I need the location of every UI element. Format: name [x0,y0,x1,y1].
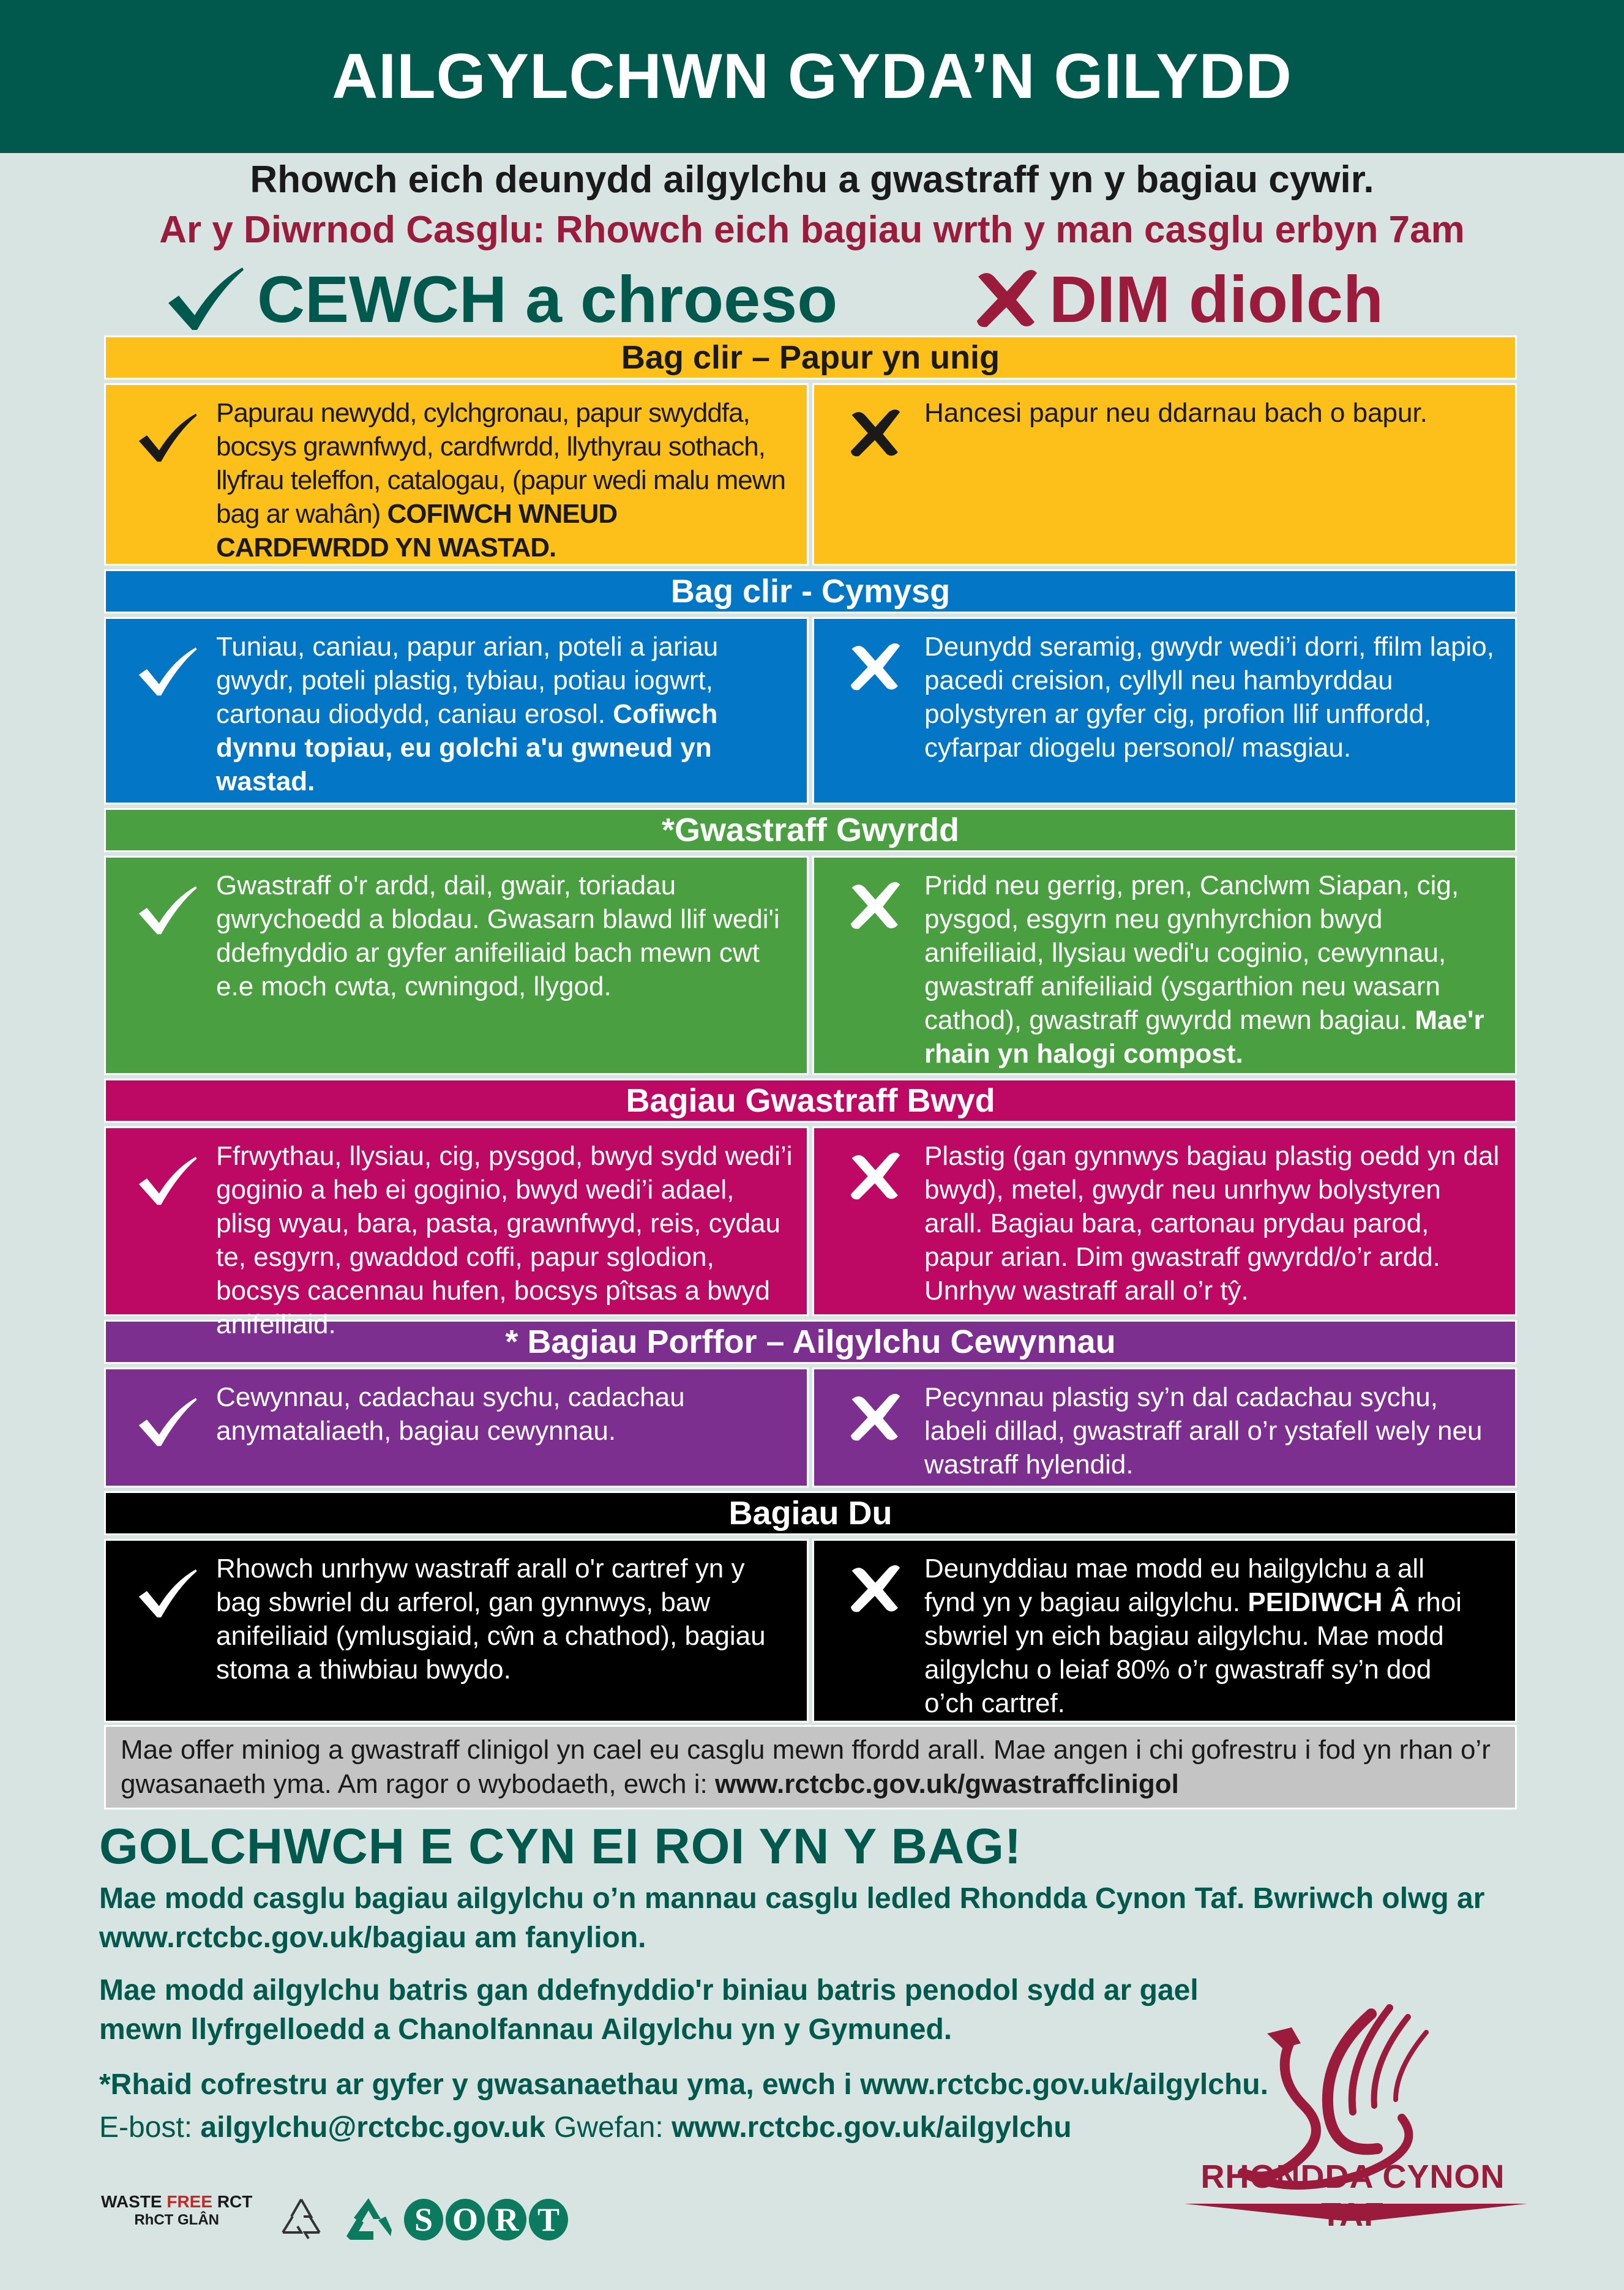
section-black-bags [104,1491,1517,1723]
section-green-waste [104,808,1517,1075]
no-cell [812,383,1517,566]
no-cell [812,1539,1517,1723]
no-text: Hancesi papur neu ddarnau bach o bapur. [924,398,1428,428]
yes-text: Cewynnau, cadachau sychu, cadachau anymataliaeth, bagiau cewynnau. [216,1382,685,1446]
recycle-filled-icon [343,2196,394,2245]
cross-icon [848,1150,903,1202]
web-link[interactable]: www.rctcbc.gov.uk/ailgylchu [672,2111,1072,2144]
email-link[interactable]: ailgylchu@rctcbc.gov.uk [200,2111,545,2144]
section-title: Bag clir - Cymysg [104,569,1517,613]
big-cross-icon [973,268,1041,329]
cross-icon [848,880,903,932]
yes-label: CEWCH a chroeso [257,261,838,336]
page-title: AILGYLCHWN GYDA’N GILYDD [332,40,1292,112]
intro-line-1: Rhowch eich deunydd ailgylchu a gwastraff yn y bagiau cywir. [250,159,1374,201]
clinical-waste-note: Mae offer miniog a gwastraff clinigol yn cael eu casglu mewn ffordd arall. Mae angen i chi gofrestru i fod yn rhan o’r gwasanaeth yma. Am ragor o wybodaeth, ewch i: www.rctcbc.gov.uk/gwastraffclinigol [104,1725,1517,1809]
check-icon [137,1563,198,1624]
paragraph-batteries: Mae modd ailgylchu batris gan ddefnyddio'r biniau batris penodol sydd ar gael mewn llyfrgelloedd a Chanolfannau Ailgylchu yn y Gymuned. [99,1974,1199,2046]
web-contact: Gwefan: www.rctcbc.gov.uk/ailgylchu [554,2111,1072,2144]
no-cell [812,617,1517,804]
no-cell [812,856,1517,1075]
section-title: * Bagiau Porffor – Ailgylchu Cewynnau [104,1320,1517,1364]
bags-link[interactable]: www.rctcbc.gov.uk/bagiau am fanylion. [99,1921,646,1954]
check-icon [137,407,198,468]
no-text: Deunydd seramig, gwydr wedi’i dorri, ffilm lapio, pacedi creision, cyllyll neu hambyrddau polystyren ar gyfer cig, profion llif unffordd, cyfarpar diogelu personol/ masgiau. [924,632,1494,763]
email-contact: E-bost: ailgylchu@rctcbc.gov.uk [99,2111,545,2144]
yes-column-title [165,256,837,342]
cross-icon [848,1563,903,1615]
wash-heading: GOLCHWCH E CYN EI ROI YN Y BAG! [99,1819,1022,1874]
no-text: Plastig (gan gynnwys bagiau plastig oedd yn dal bwyd), metel, gwydr neu unrhyw bolystyren arall. Bagiau bara, cartonau prydau parod, papur arian. Dim gwastraff gwyrdd/o’r ardd. Unrhyw wastraff arall o’r tŷ. [924,1141,1500,1306]
no-text: Pecynnau plastig sy’n dal cadachau sychu, labeli dillad, gwastraff arall o’r ystafell wely neu wastraff hylendid. [924,1382,1483,1480]
yes-text: Papurau newydd, cylchgronau, papur swyddfa, bocsys grawnfwyd, cardfwrdd, llythyrau sothach, llyfrau teleffon, catalogau, (papur wedi malu mewn bag ar wahân) COFIWCH WNEUD CARDFWRDD YN WASTAD. [216,398,785,563]
check-icon [137,641,198,702]
clinical-waste-link[interactable]: www.rctcbc.gov.uk/gwastraffclinigol [714,1769,1179,1799]
check-icon [137,1150,198,1211]
section-paper [104,335,1517,566]
no-column-title [973,256,1383,342]
logo-underline [1184,2204,1527,2221]
recycling-table [104,335,1517,1809]
cross-icon [848,1391,903,1443]
yes-text: Tuniau, caniau, papur arian, poteli a jariau gwydr, poteli plastig, tybiau, potiau iogwrt, cartonau diodydd, caniau erosol. Cofiwch dynnu topiau, eu golchi a'u gwneud yn wastad. [216,632,719,796]
cross-icon [848,641,903,693]
no-text: Deunyddiau mae modd eu hailgylchu a all fynd yn y bagiau ailgylchu. PEIDIWCH Â rhoi sbwriel yn eich bagiau ailgylchu. Mae modd ailgylchu o leiaf 80% o’r gwastraff sy’n dod o’ch cartref. [924,1554,1462,1718]
section-mixed [104,569,1517,804]
yes-cell [104,1126,809,1339]
yes-cell [104,1368,809,1487]
check-icon [137,880,198,941]
yes-cell [104,617,809,804]
check-icon [137,1391,198,1453]
waste-free-rct-logo: WASTE FREE RCT RhCT GLÂN [101,2192,253,2228]
section-food-waste [104,1079,1517,1339]
yes-text: Ffrwythau, llysiau, cig, pysgod, bwyd sydd wedi’i goginio a heb ei goginio, bwyd wedi’i adael, plisg wyau, bara, pasta, grawnfwyd, reis, cydau te, esgyrn, gwaddod coffi, papur sglodion, bocsys cacennau hufen, bocsys pîtsas a bwyd anifeiliaid. [216,1141,793,1339]
section-title: Bagiau Du [104,1491,1517,1535]
paragraph-register: *Rhaid cofrestru ar gyfer y gwasanaethau yma, ewch i www.rctcbc.gov.uk/ailgylchu. [99,2068,1268,2101]
yes-cell [104,383,809,566]
sort-logo: S O R T [404,2199,568,2240]
intro-line-2: Ar y Diwrnod Casglu: Rhowch eich bagiau wrth y man casglu erbyn 7am [159,209,1465,251]
page-header [0,0,1624,153]
yes-cell [104,1539,809,1723]
section-nappies [104,1320,1517,1487]
recycle-outline-icon [277,2196,326,2243]
no-cell [812,1126,1517,1316]
paragraph-collection: Mae modd casglu bagiau ailgylchu o’n mannau casglu ledled Rhondda Cynon Taf. Bwriwch olwg ar www.rctcbc.gov.uk/bagiau am fanylion. [99,1879,1484,1958]
section-title: Bag clir – Papur yn unig [104,335,1517,380]
no-label: DIM diolch [1049,261,1383,336]
cross-icon [848,407,903,459]
section-title: Bagiau Gwastraff Bwyd [104,1079,1517,1123]
council-logo-text: RHONDDA CYNON [1200,2158,1505,2195]
yes-text: Rhowch unrhyw wastraff arall o'r cartref yn y bag sbwriel du arferol, gan gynnwys, baw anifeiliaid (ymlusgiaid, cŵn a chathod), bagiau stoma a thiwbiau bwydo. [216,1554,766,1685]
no-text: Pridd neu gerrig, pren, Canclwm Siapan, cig, pysgod, esgyrn neu gynhyrchion bwyd anifeiliaid, llysiau wedi'u coginio, cewynnau, gwastraff anifeiliaid (ysgarthion neu wasarn cathod), gwastraff gwyrdd mewn bagiau. Mae'r rhain yn halogi compost. [924,870,1484,1069]
yes-cell [104,856,809,1075]
yes-text: Gwastraff o'r ardd, dail, gwair, toriadau gwrychoedd a blodau. Gwasarn blawd llif wedi'i ddefnyddio ar gyfer anifeiliaid bach mewn cwt e.e moch cwta, cwningod, llygod. [216,870,780,1001]
no-cell [812,1368,1517,1487]
big-check-icon [165,265,245,332]
section-title: *Gwastraff Gwyrdd [104,808,1517,852]
